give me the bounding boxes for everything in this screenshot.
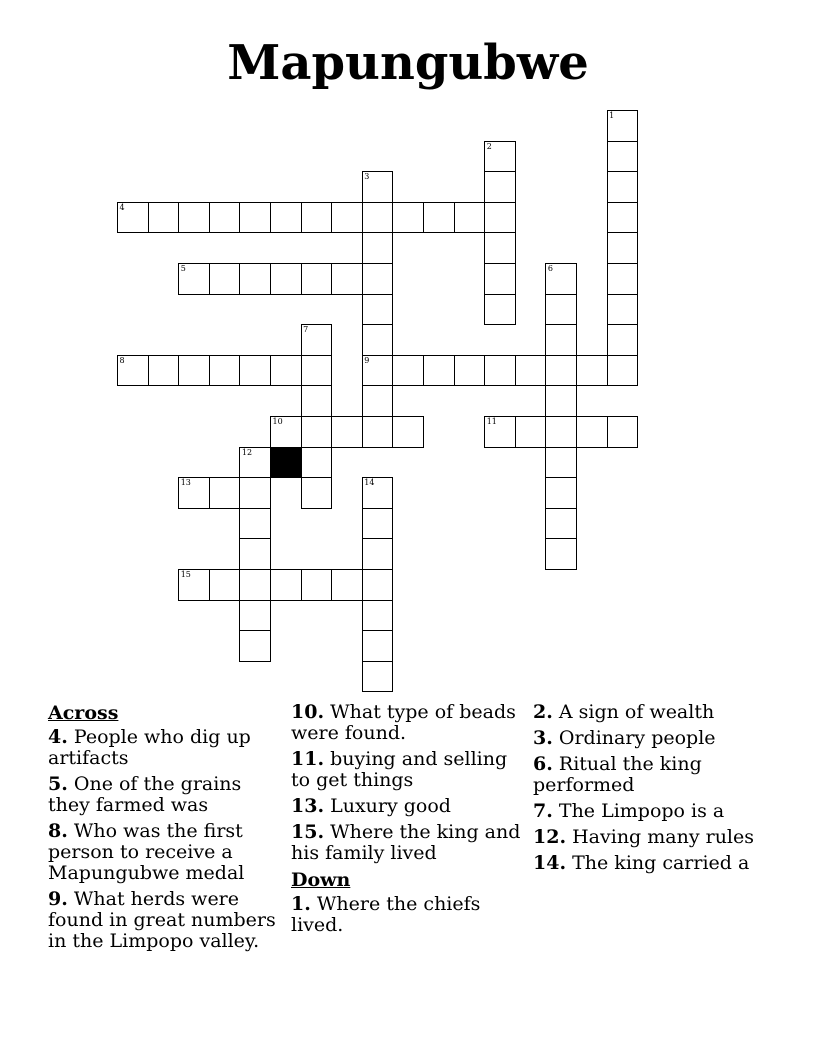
grid-cell[interactable] [362, 202, 394, 234]
grid-cell[interactable] [209, 263, 241, 295]
grid-cell[interactable] [545, 355, 577, 387]
grid-cell[interactable] [607, 141, 639, 173]
clue-number: 7 [303, 325, 309, 335]
grid-cell[interactable] [607, 110, 639, 142]
grid-cell[interactable] [209, 355, 241, 387]
grid-cell[interactable] [576, 416, 608, 448]
grid-cell[interactable] [484, 232, 516, 264]
grid-cell[interactable] [515, 416, 547, 448]
clue-down-1: 1. Where the chiefs lived. [291, 893, 481, 936]
grid-cell[interactable] [239, 630, 271, 662]
puzzle-title: Mapungubwe [227, 35, 589, 91]
grid-cell[interactable] [515, 355, 547, 387]
grid-cell[interactable] [331, 202, 363, 234]
grid-cell[interactable] [423, 202, 455, 234]
grid-cell[interactable] [545, 263, 577, 295]
grid-cell[interactable] [209, 477, 241, 509]
clue-across-4: 4. People who dig up artifacts [48, 726, 251, 769]
grid-cell[interactable] [362, 263, 394, 295]
grid-cell[interactable] [239, 477, 271, 509]
grid-cell[interactable] [301, 324, 333, 356]
grid-cell[interactable] [239, 508, 271, 540]
grid-cell[interactable] [362, 171, 394, 203]
grid-cell[interactable] [607, 202, 639, 234]
clue-number: 12 [241, 447, 253, 457]
grid-cell[interactable] [270, 355, 302, 387]
grid-cell[interactable] [239, 355, 271, 387]
grid-cell[interactable] [362, 294, 394, 326]
grid-cell[interactable] [178, 477, 210, 509]
clue-down-3: 3. Ordinary people [533, 727, 716, 749]
across-heading: Across [48, 702, 119, 724]
grid-cell[interactable] [545, 508, 577, 540]
down-heading: Down [291, 869, 351, 891]
clue-number: 11 [486, 417, 497, 426]
grid-cell[interactable] [484, 202, 516, 234]
grid-cell[interactable] [607, 416, 639, 448]
grid-cell[interactable] [178, 202, 210, 234]
clue-down-12: 12. Having many rules [533, 826, 755, 848]
clue-number: 5 [180, 264, 186, 273]
grid-cell[interactable] [331, 263, 363, 295]
grid-cell[interactable] [301, 477, 333, 509]
clue-number: 4 [119, 202, 125, 212]
clue-across-9: 9. What herds were found in great numbers in the Limpopo valley. [48, 888, 276, 952]
grid-cell[interactable] [270, 569, 302, 601]
grid-cell[interactable] [454, 202, 486, 234]
clues-column-2 [291, 702, 521, 941]
clue-across-10: 10. What type of beads were found. [291, 701, 516, 744]
grid-cell[interactable] [576, 355, 608, 387]
grid-cell[interactable] [331, 569, 363, 601]
grid-cell[interactable] [545, 416, 577, 448]
grid-cell[interactable] [239, 600, 271, 632]
grid-cell[interactable] [148, 355, 180, 387]
grid-cell[interactable] [362, 661, 394, 693]
grid-cell[interactable] [484, 141, 516, 173]
grid-cell[interactable] [239, 447, 271, 479]
grid-cell[interactable] [484, 294, 516, 326]
grid-cell[interactable] [362, 508, 394, 540]
grid-cell[interactable] [362, 355, 394, 387]
grid-cell[interactable] [392, 355, 424, 387]
clue-number: 1 [609, 111, 615, 120]
grid-cell[interactable] [301, 355, 333, 387]
clue-down-6: 6. Ritual the king performed [533, 753, 702, 796]
grid-cell[interactable] [454, 355, 486, 387]
grid-cell[interactable] [148, 202, 180, 234]
clue-number: 8 [119, 355, 125, 365]
grid-cell[interactable] [209, 569, 241, 601]
grid-cell[interactable] [607, 324, 639, 356]
grid-cell[interactable] [239, 538, 271, 570]
grid-cell[interactable] [362, 416, 394, 448]
grid-cell[interactable] [117, 202, 149, 234]
clue-number: 9 [364, 355, 370, 365]
clue-down-7: 7. The Limpopo is a [533, 800, 725, 822]
grid-cell[interactable] [117, 355, 149, 387]
grid-cell[interactable] [331, 416, 363, 448]
grid-cell[interactable] [484, 355, 516, 387]
grid-cell[interactable] [301, 416, 333, 448]
grid-cell[interactable] [301, 263, 333, 295]
clues-column-3 [533, 702, 763, 879]
grid-cell[interactable] [301, 447, 333, 479]
grid-cell[interactable] [178, 355, 210, 387]
clue-across-8: 8. Who was the first person to receive a Mapungubwe medal [48, 820, 245, 884]
clue-down-14: 14. The king carried a [533, 852, 750, 874]
grid-cell[interactable] [392, 202, 424, 234]
clue-number: 14 [364, 478, 375, 488]
grid-cell[interactable] [362, 477, 394, 509]
clue-number: 2 [486, 141, 492, 151]
clue-number: 3 [364, 172, 370, 182]
grid-cell[interactable] [239, 202, 271, 234]
clue-down-2: 2. A sign of wealth [533, 701, 715, 723]
grid-cell[interactable] [362, 569, 394, 601]
grid-cell[interactable] [301, 202, 333, 234]
clue-across-5: 5. One of the grains they farmed was [48, 773, 242, 816]
grid-cell[interactable] [270, 202, 302, 234]
grid-cell[interactable] [607, 263, 639, 295]
grid-cell[interactable] [607, 171, 639, 203]
grid-cell[interactable] [607, 232, 639, 264]
grid-cell[interactable] [362, 538, 394, 570]
grid-cell[interactable] [301, 569, 333, 601]
grid-cell[interactable] [545, 447, 577, 479]
grid-cell[interactable] [484, 416, 516, 448]
grid-cell[interactable] [362, 385, 394, 417]
grid-cell[interactable] [607, 294, 639, 326]
grid-cell[interactable] [362, 630, 394, 662]
grid-cell[interactable] [484, 263, 516, 295]
grid-cell[interactable] [392, 416, 424, 448]
grid-cell[interactable] [239, 569, 271, 601]
grid-cell[interactable] [607, 355, 639, 387]
clue-across-11: 11. buying and selling to get things [291, 748, 508, 791]
clue-number: 10 [272, 417, 283, 426]
grid-cell[interactable] [362, 232, 394, 264]
grid-cell[interactable] [545, 385, 577, 417]
grid-cell[interactable] [545, 324, 577, 356]
grid-cell[interactable] [209, 202, 241, 234]
grid-cell[interactable] [423, 355, 455, 387]
clue-number: 15 [180, 570, 191, 579]
grid-cell[interactable] [301, 385, 333, 417]
grid-block [270, 447, 302, 479]
clue-across-13: 13. Luxury good [291, 795, 451, 817]
grid-cell[interactable] [270, 263, 302, 295]
clue-across-15: 15. Where the king and his family lived [291, 821, 521, 864]
grid-cell[interactable] [178, 263, 210, 295]
grid-cell[interactable] [545, 294, 577, 326]
grid-cell[interactable] [362, 324, 394, 356]
grid-cell[interactable] [239, 263, 271, 295]
clue-number: 6 [547, 264, 553, 273]
clues-column-1 [48, 702, 278, 957]
grid-cell[interactable] [545, 477, 577, 509]
grid-cell[interactable] [178, 569, 210, 601]
grid-cell[interactable] [270, 416, 302, 448]
clue-number: 13 [180, 478, 191, 488]
grid-cell[interactable] [545, 538, 577, 570]
grid-cell[interactable] [362, 600, 394, 632]
grid-cell[interactable] [484, 171, 516, 203]
